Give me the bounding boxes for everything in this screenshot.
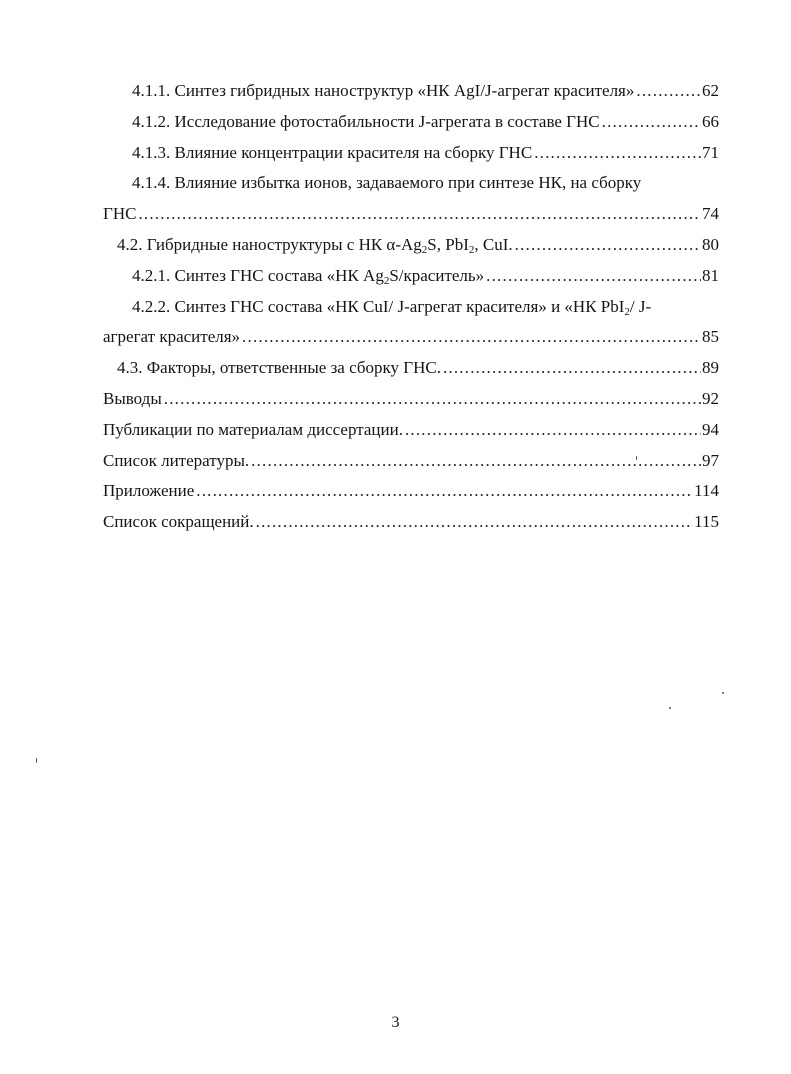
dot-leader [534, 138, 701, 169]
dot-leader [138, 199, 701, 230]
toc-entry-page: 97 [702, 450, 719, 470]
toc-entry-page: 94 [702, 419, 719, 439]
toc-entry[interactable] [103, 107, 719, 138]
toc-entry[interactable] [103, 353, 719, 384]
toc-entry-title: Приложение [103, 481, 195, 501]
toc-entry-title: Публикации по материалам диссертации. [103, 419, 403, 439]
toc-entry[interactable] [103, 230, 719, 261]
toc-entry-title-line1: 4.1.4. Влияние избытка ионов, задаваемого при синтезе НК, на сборку [132, 173, 642, 193]
toc-entry[interactable] [103, 138, 719, 169]
toc-entry[interactable] [103, 261, 719, 292]
dot-leader [196, 476, 693, 507]
toc-entry[interactable] [103, 415, 719, 446]
dot-leader [405, 415, 701, 446]
dot-leader [256, 507, 694, 538]
toc-entry[interactable] [103, 384, 719, 415]
toc-entry-page: 115 [694, 512, 719, 532]
toc-entry-title: 4.3. Факторы, ответственные за сборку ГНС. [117, 358, 441, 378]
toc-entry-title: 4.1.1. Синтез гибридных наноструктур «НК AgI/J-агрегат красителя» [132, 81, 635, 100]
toc-entry-title: Выводы [103, 388, 162, 408]
dot-leader [242, 322, 701, 353]
toc-entry[interactable] [103, 507, 719, 538]
toc-entry[interactable] [103, 76, 719, 107]
dot-leader [443, 353, 701, 384]
toc-entry-page: 66 [702, 111, 719, 131]
toc-entry-page: 89 [702, 358, 719, 378]
toc-entry-title: Список литературы. [103, 450, 250, 470]
toc-entry-title-line1: 4.2.2. Синтез ГНС состава «НК CuI/ J-агрегат красителя» и «НК PbI$_2$/ J- [132, 296, 652, 318]
dot-leader [251, 446, 701, 477]
toc-entry[interactable] [103, 292, 719, 354]
toc-entry[interactable] [103, 168, 719, 230]
toc-entry-title: 4.1.3. Влияние концентрации красителя на сборку ГНС [132, 142, 533, 162]
scan-speck [722, 692, 724, 694]
table-of-contents [103, 76, 719, 538]
dot-leader [602, 107, 701, 138]
scan-speck [636, 456, 637, 460]
toc-entry-page: 62 [702, 81, 719, 100]
dot-leader [636, 76, 701, 107]
toc-entry-page: 71 [702, 142, 719, 162]
toc-entry-title: 4.1.2. Исследование фотостабильности J-агрегата в составе ГНС [132, 111, 600, 131]
toc-entry-page: 114 [694, 481, 719, 501]
toc-entry[interactable] [103, 446, 719, 477]
toc-entry-page: 92 [702, 388, 719, 408]
page-number: 3 [391, 1014, 400, 1031]
toc-entry[interactable] [103, 476, 719, 507]
scan-speck [36, 758, 37, 763]
toc-entry-page: 81 [702, 265, 719, 285]
toc-entry-title: 4.2. Гибридные наноструктуры с НК $\alpha-Ag_2S$, PbI$_2$, CuI. [117, 234, 513, 256]
toc-entry-title-line2: агрегат красителя» [103, 327, 241, 347]
toc-entry-page: 74 [702, 204, 719, 224]
toc-entry-title: Список сокращений. [103, 512, 254, 532]
dot-leader [515, 230, 701, 261]
toc-entry-page: 85 [702, 327, 719, 347]
dot-leader [486, 261, 701, 292]
toc-entry-page: 80 [702, 234, 719, 254]
toc-entry-title-line2: ГНС [103, 204, 137, 224]
toc-entry-title: 4.2.1. Синтез ГНС состава «НК $Ag_2S$/краситель» [132, 265, 485, 287]
scan-speck [669, 707, 671, 709]
dot-leader [164, 384, 701, 415]
